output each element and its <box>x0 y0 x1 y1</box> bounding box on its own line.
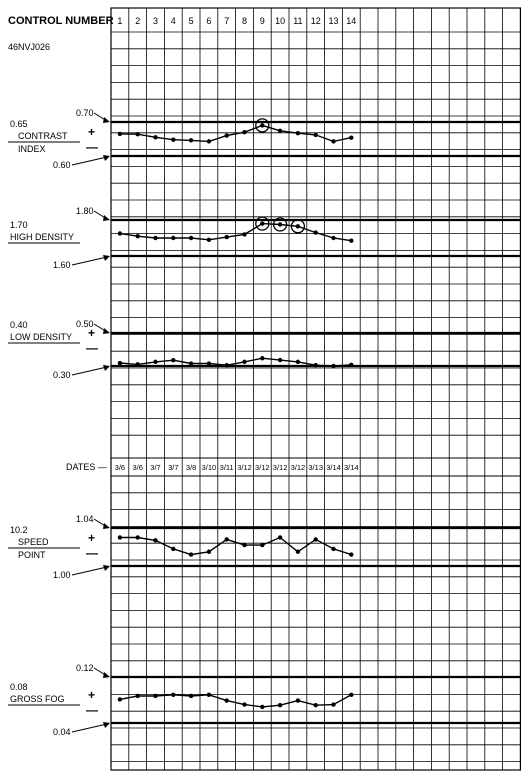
target-value-label: 0.40 <box>10 320 28 330</box>
lower-limit-pointer <box>72 367 107 375</box>
upper-limit-label: 0.50 <box>76 319 94 329</box>
control-number-cell: 9 <box>259 16 265 26</box>
control-number-cell: 1 <box>117 16 123 26</box>
data-point <box>225 363 229 367</box>
data-point <box>207 550 211 554</box>
lower-limit-label: 0.30 <box>53 370 71 380</box>
plus-sign: + <box>88 688 96 702</box>
chart-labels <box>8 15 359 737</box>
control-limit-bands <box>111 122 520 723</box>
target-value-label: 1.70 <box>10 220 28 230</box>
data-point <box>296 131 300 135</box>
data-point <box>331 236 335 240</box>
data-point <box>296 698 300 702</box>
lower-limit-label: 1.60 <box>53 260 71 270</box>
upper-limit-arrowhead <box>103 117 110 123</box>
data-point <box>118 697 122 701</box>
minus-sign: — <box>86 703 98 717</box>
data-point <box>153 360 157 364</box>
data-point <box>118 231 122 235</box>
data-point <box>242 702 246 706</box>
minus-sign: — <box>86 341 98 355</box>
data-point <box>314 133 318 137</box>
data-point <box>314 537 318 541</box>
data-point <box>349 552 353 556</box>
data-point <box>207 361 211 365</box>
data-point <box>189 552 193 556</box>
data-point <box>331 547 335 551</box>
date-cell: 3/7 <box>150 463 161 472</box>
data-point <box>153 236 157 240</box>
control-number-cell: 7 <box>224 16 230 26</box>
data-point <box>349 239 353 243</box>
upper-limit-label: 1.80 <box>76 206 94 216</box>
control-number-cell: 5 <box>188 16 194 26</box>
data-point <box>242 360 246 364</box>
data-point <box>260 356 264 360</box>
data-point <box>242 232 246 236</box>
data-point <box>331 139 335 143</box>
data-point <box>136 234 140 238</box>
data-point <box>296 360 300 364</box>
data-point <box>136 132 140 136</box>
control-number-label: CONTROL NUMBER <box>8 15 114 27</box>
series-name-label: LOW DENSITY <box>10 332 73 342</box>
control-number-cell: 12 <box>310 16 321 26</box>
data-point <box>189 361 193 365</box>
data-point <box>225 133 229 137</box>
control-number-cell: 8 <box>241 16 248 26</box>
data-point <box>207 238 211 242</box>
lower-limit-label: 0.60 <box>53 160 71 170</box>
date-cell: 3/10 <box>201 463 217 472</box>
date-cell: 3/14 <box>343 463 359 472</box>
upper-limit-label: 0.12 <box>76 663 94 673</box>
data-point <box>171 236 175 240</box>
data-point <box>278 358 282 362</box>
target-value-label: 0.65 <box>10 119 28 129</box>
data-point <box>207 139 211 143</box>
minus-sign: — <box>86 140 98 154</box>
data-point <box>171 547 175 551</box>
data-point <box>153 538 157 542</box>
data-point <box>171 693 175 697</box>
data-point <box>242 543 246 547</box>
target-value-label: 0.08 <box>10 682 28 692</box>
series-name-label: SPEED <box>18 537 49 547</box>
date-cell: 3/6 <box>132 463 143 472</box>
data-point <box>314 363 318 367</box>
control-number-cell: 6 <box>206 16 212 26</box>
lower-limit-pointer <box>72 724 107 732</box>
data-point <box>225 698 229 702</box>
data-point <box>118 535 122 539</box>
lower-limit-arrowhead <box>103 565 110 571</box>
plus-sign: + <box>88 531 96 545</box>
data-point <box>260 543 264 547</box>
data-point <box>207 693 211 697</box>
lower-limit-arrowhead <box>103 365 110 371</box>
target-value-label: 10.2 <box>10 525 28 535</box>
lower-limit-pointer <box>72 257 107 265</box>
data-point <box>118 361 122 365</box>
data-point <box>331 702 335 706</box>
lower-limit-pointer <box>72 567 107 575</box>
data-point <box>136 535 140 539</box>
control-number-cell: 14 <box>346 16 357 26</box>
upper-limit-arrowhead <box>103 523 110 529</box>
data-point <box>314 703 318 707</box>
lower-limit-arrowhead <box>103 255 110 261</box>
plus-sign: + <box>88 125 96 139</box>
minus-sign: — <box>86 546 98 560</box>
lower-limit-label: 1.00 <box>53 570 71 580</box>
upper-limit-label: 0.70 <box>76 108 94 118</box>
data-point <box>136 362 140 366</box>
control-number-cell: 4 <box>170 16 176 26</box>
data-point <box>278 129 282 133</box>
data-point <box>189 694 193 698</box>
data-point <box>225 235 229 239</box>
date-cell: 3/8 <box>185 463 197 472</box>
upper-limit-arrowhead <box>103 215 110 221</box>
control-number-cell: 3 <box>152 16 159 26</box>
data-point <box>136 694 140 698</box>
data-point <box>189 138 193 142</box>
data-point <box>349 693 353 697</box>
lower-limit-arrowhead <box>103 155 110 161</box>
lower-limit-pointer <box>72 157 107 165</box>
date-cell: 3/12 <box>272 463 288 472</box>
date-cell: 3/7 <box>168 463 179 472</box>
date-cell: 3/12 <box>237 463 252 472</box>
series-name-label: POINT <box>18 550 46 560</box>
data-point <box>349 135 353 139</box>
control-number-cell: 11 <box>293 16 303 26</box>
data-point <box>278 222 282 226</box>
date-cell: 3/12 <box>254 463 270 472</box>
data-point <box>296 550 300 554</box>
lower-limit-label: 0.04 <box>53 727 71 737</box>
data-point <box>278 703 282 707</box>
lower-limit-arrowhead <box>103 722 110 728</box>
data-point <box>118 132 122 136</box>
data-point <box>260 221 264 225</box>
data-point <box>242 130 246 134</box>
data-point <box>260 123 264 127</box>
data-point <box>314 230 318 234</box>
series-name-label: INDEX <box>18 144 46 154</box>
series-name-label: HIGH DENSITY <box>10 232 75 242</box>
data-point <box>349 363 353 367</box>
data-point <box>171 358 175 362</box>
data-point <box>260 705 264 709</box>
film-id-label: 46NVJ026 <box>8 42 51 52</box>
data-point <box>189 236 193 240</box>
data-point <box>153 694 157 698</box>
date-cell: 3/12 <box>290 463 306 472</box>
control-number-cell: 13 <box>328 16 339 26</box>
control-number-cell: 10 <box>275 16 286 26</box>
data-point <box>225 537 229 541</box>
data-point <box>171 137 175 141</box>
data-point <box>296 224 300 228</box>
date-cell: 3/14 <box>326 463 341 472</box>
series-name-label: CONTRAST <box>18 131 68 141</box>
upper-limit-arrowhead <box>103 672 110 678</box>
date-cell: 3/13 <box>308 463 324 472</box>
dates-label: DATES — <box>66 462 107 472</box>
date-cell: 3/11 <box>219 463 234 472</box>
control-number-cell: 2 <box>135 16 141 26</box>
data-point <box>153 135 157 139</box>
plus-sign: + <box>88 326 96 340</box>
date-cell: 3/6 <box>114 463 126 472</box>
series-name-label: GROSS FOG <box>10 694 65 704</box>
upper-limit-label: 1.04 <box>76 514 94 524</box>
data-point <box>278 535 282 539</box>
data-point <box>331 364 335 368</box>
upper-limit-arrowhead <box>103 328 110 334</box>
